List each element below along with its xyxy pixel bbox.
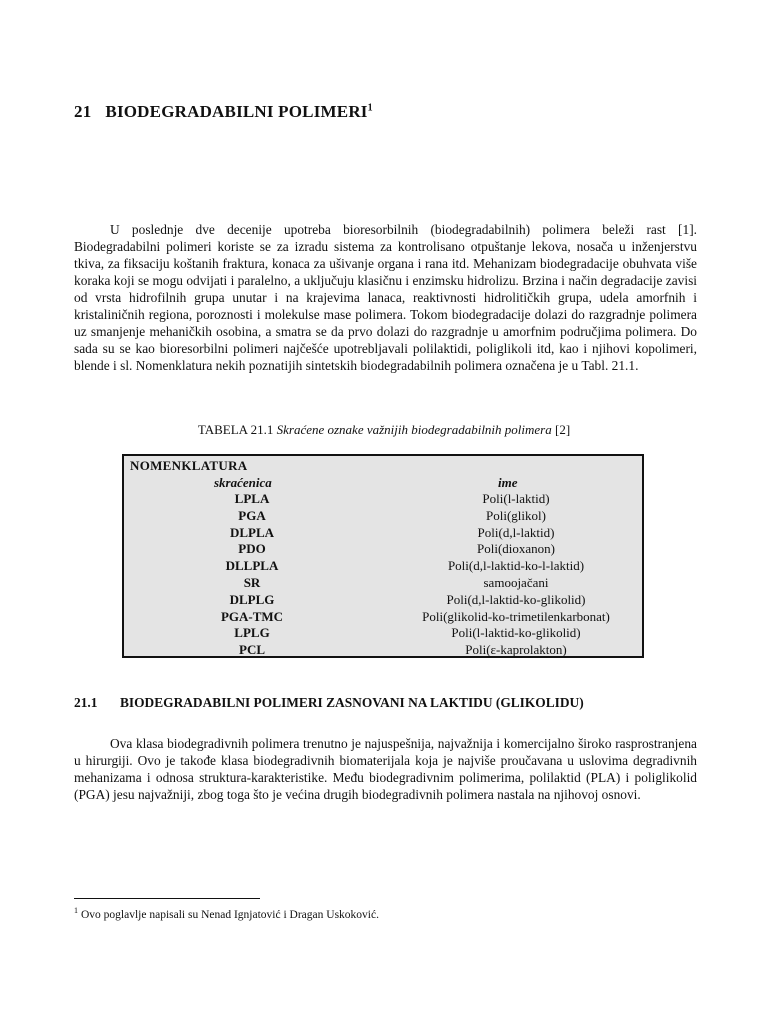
- nomenclature-table: [122, 454, 644, 658]
- chapter-heading: [74, 102, 373, 122]
- table-body: [124, 491, 642, 659]
- polymer-abbreviation: DLPLG: [229, 591, 275, 607]
- polymer-name: Poli(glikolid-ko-trimetilenkarbonat): [422, 608, 610, 624]
- section-title: BIODEGRADABILNI POLIMERI ZASNOVANI NA LAKTIDU (GLIKOLIDU): [120, 695, 584, 710]
- polymer-name: Poli(d,l-laktid): [477, 524, 555, 540]
- table-row: [124, 558, 642, 575]
- polymer-name: Poli(ε-kaprolakton): [465, 642, 567, 658]
- polymer-abbreviation: SR: [243, 574, 261, 590]
- polymer-name: samoojačani: [483, 574, 549, 590]
- column-header-name: ime: [498, 475, 518, 490]
- table-caption: [0, 422, 768, 438]
- polymer-abbreviation: LPLA: [234, 491, 270, 506]
- column-header-abbreviation: skraćenica: [214, 475, 272, 490]
- table-heading: NOMENKLATURA: [130, 458, 248, 473]
- table-row: [124, 491, 642, 508]
- polymer-name: Poli(l-laktid-ko-glikolid): [451, 625, 581, 641]
- polymer-name: Poli(glikol): [486, 507, 546, 523]
- intro-paragraph-text: U poslednje dve decenije upotreba bioresorbilnih (biodegradabilnih) polimera beleži rast [1]. Biodegradabilni polimeri koriste se za izradu sistema za kontrolisano otpuštanje lekova, nosača u inženjerstvu tkiva, za fiksaciju koštanih fraktura, konaca za ušivanje organa i rana itd. Mehanizam biodegradacije obuhvata više koraka koji se mogu odvijati i paralelno, a uključuju klasičnu i enzimsku hidrolizu. Brzina i način degradacije zavisi od vrsta hidrofilnih grupa unutar i na krajevima lanaca, reaktivnosti hidrolitičkih grupa, udela amorfnih i kristaliničnih regiona, poroznosti i molekulse mase polimera. Tokom biodegradacije dolazi do razgradnje polimera uz smanjenje mehaničkih osobina, a smatra se da prvo dolazi do razgradnje u amorfnim područjima polimera. Do sada su se kao bioresorbilni polimeri najčešće upotrebljavali polilaktidi, poliglikoli itd, kao i njihovi kopolimeri, blende i sl. Nomenklatura nekih poznatijih sintetskih biodegradabilnih polimera označena je u Tabl. 21.1.: [74, 222, 697, 373]
- section-number: 21.1: [74, 695, 98, 710]
- table-row: [124, 609, 642, 626]
- footnote-divider: [74, 898, 260, 899]
- section-paragraph-text: Ova klasa biodegradivnih polimera trenutno je najuspešnija, najvažnija i komercijalno široko rasprostranjena u hirurgiji. Ovo je takođe klasa biodegradivnih biomaterijala koja je najviše proučavana u uslovima degradivnih mehanizama i odnosa struktura-karakteristike. Među biodegradivnim polimerima, polilaktid (PLA) i poliglikolid (PGA) jesu najvažniji, zbog toga što je većina drugih biodegradivnih polimera nastala na njihovoj osnovi.: [74, 736, 697, 802]
- table-row: [124, 541, 642, 558]
- table-row: [124, 508, 642, 525]
- polymer-abbreviation: PGA: [238, 507, 266, 523]
- polymer-abbreviation: DLPLA: [229, 524, 275, 540]
- intro-paragraph: [74, 221, 697, 374]
- polymer-abbreviation: DLLPLA: [225, 558, 279, 574]
- footnote: [74, 906, 379, 921]
- table-row: [124, 592, 642, 609]
- footnote-reference: 1: [367, 102, 373, 114]
- footnote-mark: 1: [74, 906, 78, 915]
- polymer-name: Poli(d,l-laktid-ko-l-laktid): [447, 558, 585, 574]
- polymer-abbreviation: PGA-TMC: [220, 608, 284, 624]
- table-row: [124, 642, 642, 659]
- chapter-number: 21: [74, 102, 92, 121]
- table-row: [124, 625, 642, 642]
- table-caption-title: Skraćene oznake važnijih biodegradabilnih polimera: [276, 422, 552, 437]
- table-caption-label: TABELA 21.1: [197, 422, 274, 437]
- polymer-name: Poli(d,l-laktid-ko-glikolid): [446, 591, 586, 607]
- polymer-name: Poli(l-laktid): [482, 491, 550, 506]
- section-heading: [74, 695, 584, 711]
- table-caption-reference: [2]: [554, 422, 571, 437]
- footnote-text: Ovo poglavlje napisali su Nenad Ignjatović i Dragan Uskoković.: [81, 908, 379, 921]
- table-row: [124, 575, 642, 592]
- polymer-abbreviation: LPLG: [234, 625, 270, 641]
- polymer-abbreviation: PDO: [238, 541, 266, 557]
- chapter-title: BIODEGRADABILNI POLIMERI: [105, 102, 368, 121]
- polymer-abbreviation: PCL: [239, 642, 265, 658]
- polymer-name: Poli(dioxanon): [477, 541, 555, 557]
- table-row: [124, 525, 642, 542]
- section-paragraph: [74, 735, 697, 803]
